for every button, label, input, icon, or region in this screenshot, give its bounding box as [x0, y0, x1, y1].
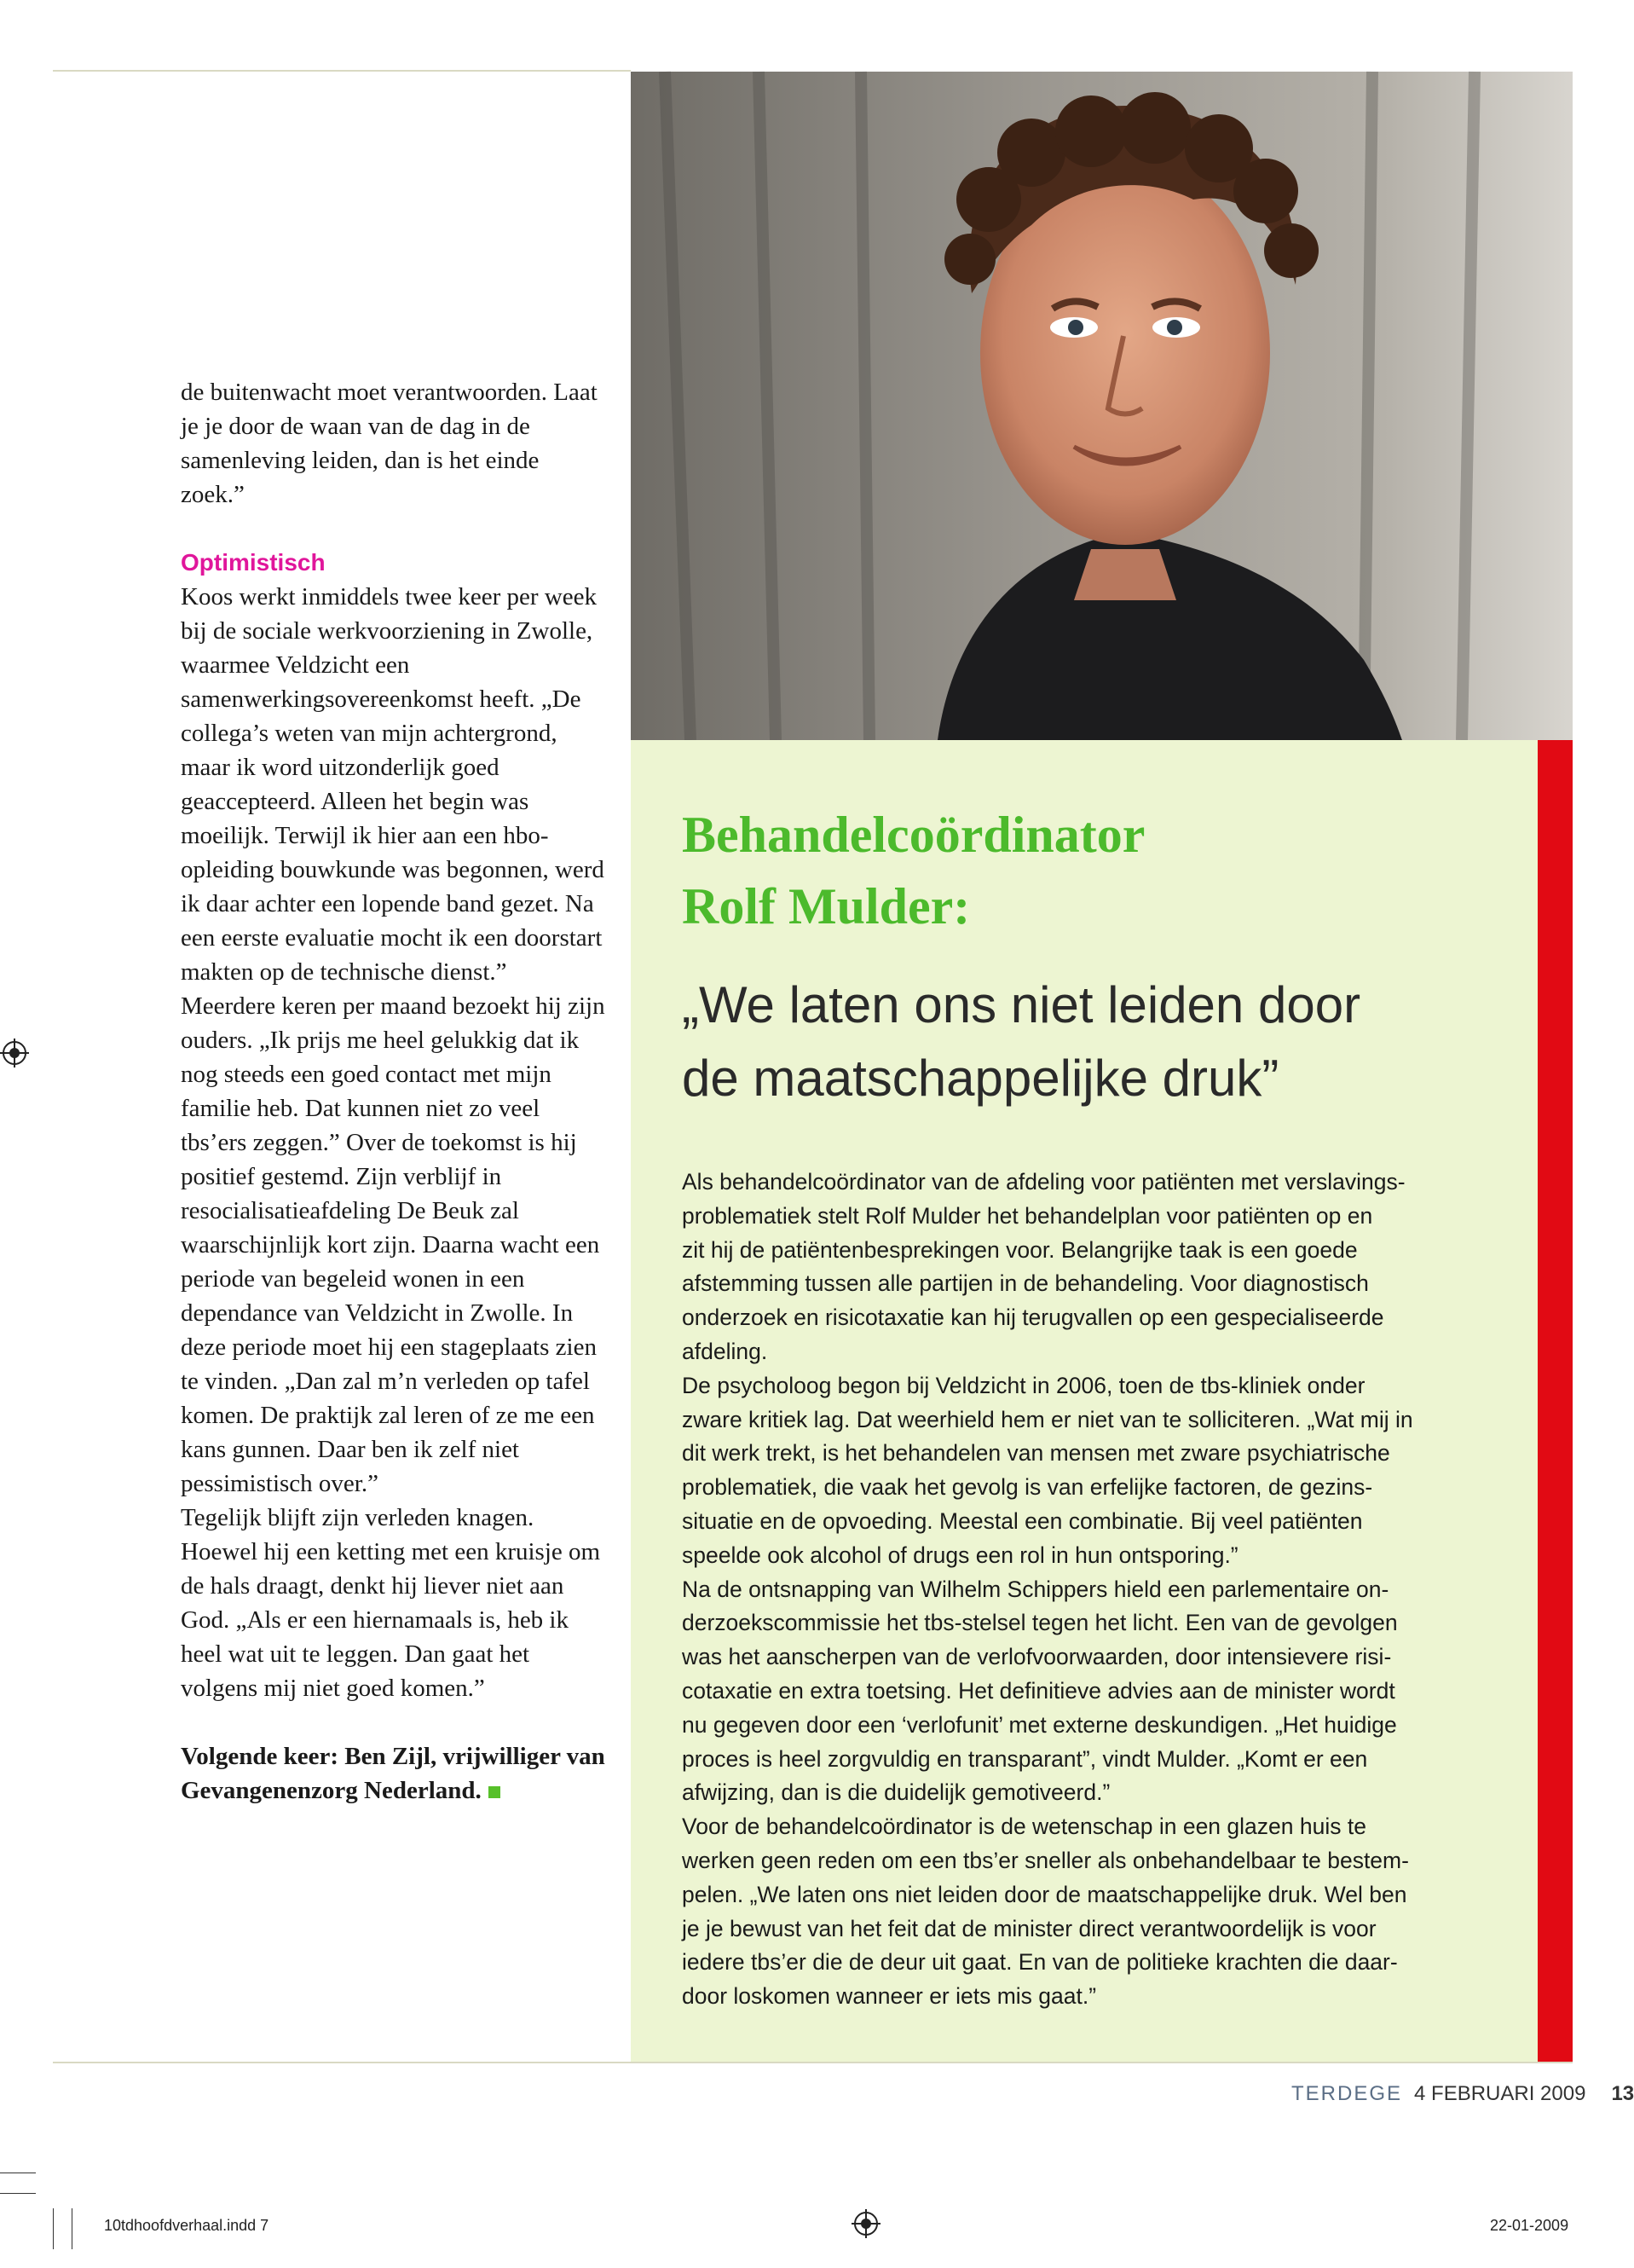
next-issue-note [181, 1739, 607, 1808]
sidebar-body-line: derzoekscommissie het tbs-stelsel tegen het licht. Een van de gevolgen [682, 1610, 1398, 1636]
sidebar-body-line: afwijzing, dan is die duidelijk gemotiveerd.” [682, 1779, 1111, 1806]
top-rule [53, 70, 631, 72]
sidebar-body-line: cotaxatie en extra toetsing. Het definitieve advies aan de minister wordt [682, 1677, 1395, 1704]
slug-date: 22-01-2009 [1490, 2217, 1569, 2234]
article-paragraph: Tegelijk blijft zijn verleden knagen. Hoewel hij een ketting met een kruisje om de hals draagt, denkt hij liever niet aan God. „Als er een hiernamaals is, heb ik heel wat uit te leggen. Dan gaat het volgens mij niet goed komen.” [181, 1504, 601, 1702]
sidebar-body-line: problematiek stelt Rolf Mulder het behandelplan voor patiënten op en [682, 1202, 1373, 1229]
sidebar-body-line: door loskomen wanneer er iets mis gaat.” [682, 1983, 1097, 2010]
crop-mark [53, 2208, 54, 2249]
sidebar-quote [682, 969, 1517, 1115]
sidebar-body-line: afstemming tussen alle partijen in de behandeling. Voor diagnostisch [682, 1270, 1369, 1297]
sidebar-title-line: Behandelcoördinator [682, 807, 1146, 863]
slug-filename: 10tdhoofdverhaal.indd 7 [104, 2217, 269, 2234]
portrait-illustration [631, 72, 1573, 740]
sidebar-body-line: je je bewust van het feit dat de minister direct verantwoordelijk is voor [682, 1915, 1377, 1941]
left-column-text [181, 375, 607, 1808]
sidebar-body-line: De psycholoog begon bij Veldzicht in 2006, toen de tbs-kliniek onder [682, 1372, 1366, 1398]
issue-date: 4 FEBRUARI 2009 [1414, 2082, 1586, 2105]
next-issue-text: Volgende keer: Ben Zijl, vrijwilliger van Gevangenenzorg Nederland. [181, 1743, 605, 1804]
section-subhead: Optimistisch [181, 549, 326, 576]
red-edge-bar [1538, 740, 1573, 2062]
sidebar-body-line: onderzoek en risicotaxatie kan hij terugvallen op een gespecialiseerde [682, 1305, 1384, 1331]
sidebar-body-line: afdeling. [682, 1338, 768, 1364]
sidebar-body-line: problematiek, die vaak het gevolg is van erfelijke factoren, de gezins- [682, 1474, 1373, 1501]
sidebar-body-line: zware kritiek lag. Dat weerhield hem er niet van te solliciteren. „Wat mij in [682, 1406, 1413, 1432]
sidebar-body-line: situatie en de opvoeding. Meestal een combinatie. Bij veel patiënten [682, 1507, 1363, 1534]
sidebar-body-line: proces is heel zorgvuldig en transparant”, vindt Mulder. „Komt er een [682, 1745, 1368, 1772]
sidebar-body-line: iedere tbs’er die de deur uit gaat. En van de politieke krachten die daar- [682, 1949, 1398, 1976]
sidebar-body-line: Na de ontsnapping van Wilhelm Schippers hield een parlementaire on- [682, 1576, 1389, 1602]
sidebar-title-line: Rolf Mulder: [682, 878, 971, 934]
registration-mark-icon [852, 2209, 881, 2238]
sidebar-body-line: Als behandelcoördinator van de afdeling voor patiënten met verslavings- [682, 1169, 1406, 1195]
sidebar-body-line: was het aanscherpen van de verlofvoorwaarden, door intensievere risi- [682, 1644, 1392, 1670]
crop-mark [0, 2193, 36, 2194]
sidebar-body-text [682, 1166, 1500, 2014]
magazine-name: TERDEGE [1291, 2082, 1403, 2105]
sidebar-body-line: dit werk trekt, is het behandelen van mensen met zware psychiatrische [682, 1440, 1390, 1467]
sidebar-body-line: werken geen reden om een tbs’er sneller als onbehandelbaar te bestem- [682, 1847, 1409, 1873]
article-paragraph: Koos werkt inmiddels twee keer per week bij de sociale werkvoorziening in Zwolle, waarmee Veldzicht een samenwerkingsovereenkomst heeft. „De collega’s weten van mijn achtergrond, maar ik word uitzonderlijk goed geaccepteerd. Alleen het begin was moeilijk. Terwijl ik hier aan een hbo-opleiding bouwkunde was begonnen, werd ik daar achter een lopende band gezet. Na een eerste evaluatie mocht ik een doorstart makten op de technische dienst.” Meerdere keren per maand bezoekt hij zijn ouders. „Ik prijs me heel gelukkig dat ik nog steeds een goed contact met mijn familie heb. Dat kunnen niet zo veel tbs’ers zeggen.” Over de toekomst is hij positief gestemd. Zijn verblijf in resocialisatieafdeling De Beuk zal waarschijnlijk kort zijn. Daarna wacht een periode van begeleid wonen in een dependance van Veldzicht in Zwolle. In deze periode moet hij een stageplaats zien te vinden. „Dan zal m’n verleden op tafel komen. De praktijk zal leren of ze me een kans gunnen. Daar ben ik zelf niet pessimistisch over.” [181, 583, 605, 1497]
sidebar-body-line: zit hij de patiëntenbesprekingen voor. Belangrijke taak is een goede [682, 1236, 1358, 1263]
sidebar-body-line: nu gegeven door een ‘verlofunit’ met externe deskundigen. „Het huidige [682, 1711, 1397, 1738]
sidebar-body-line: pelen. „We laten ons niet leiden door de maatschappelijke druk. Wel ben [682, 1881, 1407, 1907]
article-paragraph: de buitenwacht moet verantwoorden. Laat je je door de waan van de dag in de samenleving leiden, dan is het einde zoek.” [181, 379, 598, 508]
registration-mark-icon [0, 1039, 29, 1067]
sidebar-title [682, 799, 1500, 942]
bottom-rule [53, 2062, 1573, 2063]
page-number: 13 [1611, 2082, 1634, 2105]
portrait-photo [631, 72, 1573, 740]
sidebar-body-line: speelde ook alcohol of drugs een rol in hun ontsporing.” [682, 1542, 1238, 1568]
sidebar-body-line: Voor de behandelcoördinator is de wetenschap in een glazen huis te [682, 1814, 1366, 1840]
sidebar-quote-line: „We laten ons niet leiden door [682, 976, 1361, 1033]
end-mark-icon [488, 1786, 500, 1798]
sidebar-quote-line: de maatschappelijke druk” [682, 1050, 1279, 1107]
page-footer [1291, 2082, 1634, 2106]
